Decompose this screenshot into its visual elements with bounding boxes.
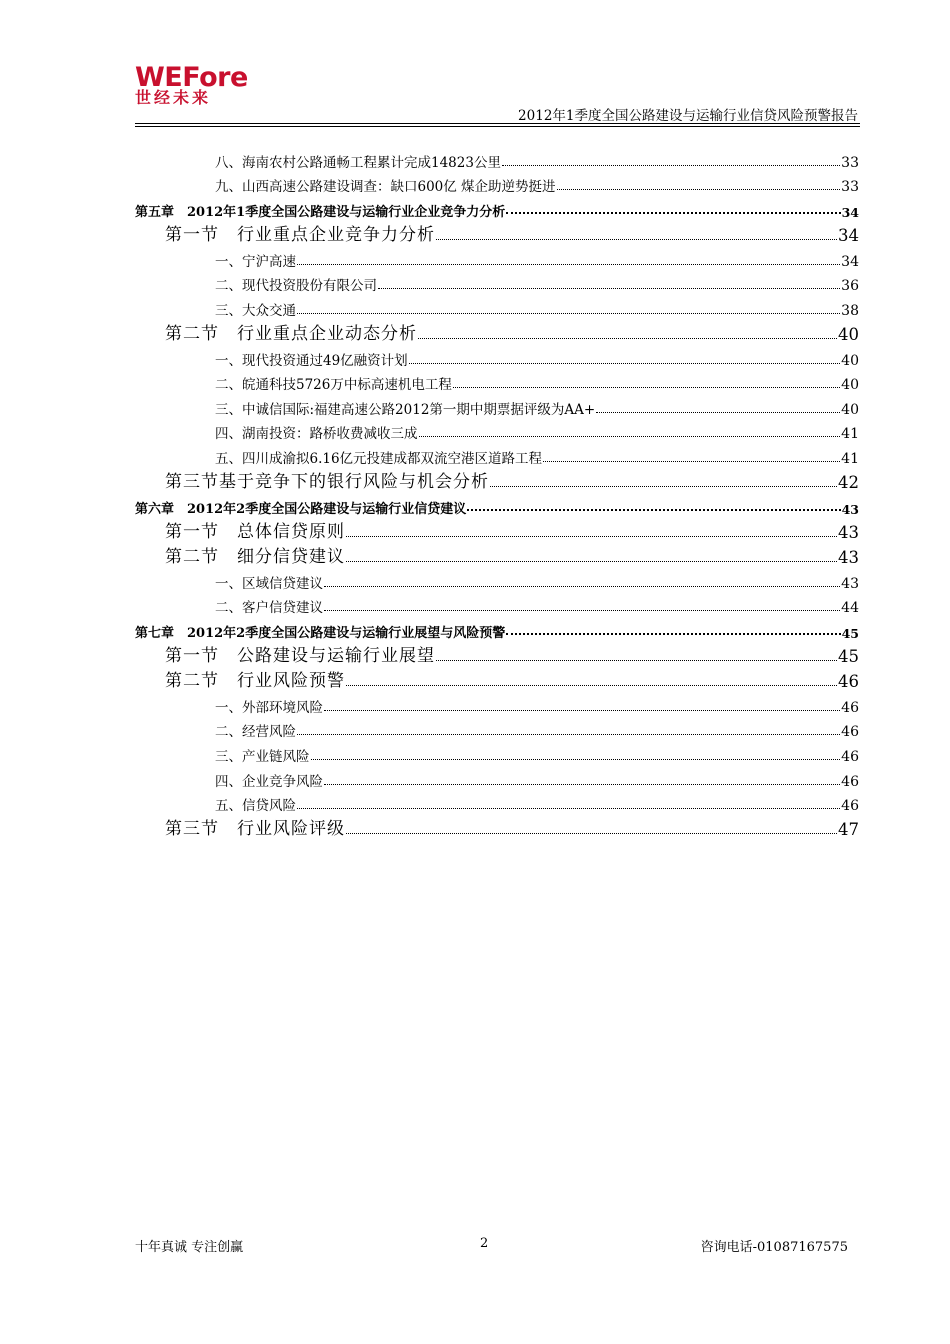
toc-entry-title: 第一节 行业重点企业竞争力分析 xyxy=(165,225,435,246)
toc-dot-leader xyxy=(324,586,840,587)
toc-dot-leader xyxy=(467,509,840,511)
toc-entry-title: 第一节 公路建设与运输行业展望 xyxy=(165,646,435,667)
toc-subsection-entry[interactable] xyxy=(135,790,859,815)
toc-dot-leader xyxy=(436,239,837,240)
toc-dot-leader xyxy=(506,212,840,214)
toc-entry-page: 46 xyxy=(841,748,859,765)
toc-subsection-entry[interactable] xyxy=(135,740,859,765)
toc-entry-title: 一、外部环境风险 xyxy=(215,699,323,716)
toc-subsection-entry[interactable] xyxy=(135,592,859,617)
toc-entry-page: 43 xyxy=(838,547,859,567)
toc-dot-leader xyxy=(297,808,840,809)
footer-phone: 咨询电话-01087167575 xyxy=(700,1240,848,1255)
toc-entry-title: 九、山西高速公路建设调查：缺口600亿 煤企助逆势挺进 xyxy=(215,179,556,196)
toc-subsection-entry[interactable] xyxy=(135,344,859,369)
toc-chapter-entry[interactable] xyxy=(135,195,859,220)
toc-entry-page: 45 xyxy=(841,626,859,642)
toc-entry-title: 二、经营风险 xyxy=(215,724,296,741)
toc-section-entry[interactable] xyxy=(135,319,859,344)
toc-subsection-entry[interactable] xyxy=(135,691,859,716)
toc-entry-page: 38 xyxy=(841,302,859,319)
toc-dot-leader xyxy=(453,387,840,388)
toc-entry-title: 一、现代投资通过49亿融资计划 xyxy=(215,352,408,369)
toc-entry-page: 46 xyxy=(841,724,859,741)
toc-entry-page: 41 xyxy=(841,450,859,467)
toc-subsection-entry[interactable] xyxy=(135,294,859,319)
footer-slogan: 十年真诚 专注创赢 xyxy=(135,1240,244,1255)
header-divider xyxy=(135,123,860,127)
toc-section-entry[interactable] xyxy=(135,666,859,691)
toc-entry-title: 第二节 行业风险预警 xyxy=(165,671,345,692)
toc-entry-title: 第三节基于竞争下的银行风险与机会分析 xyxy=(165,471,489,492)
toc-dot-leader xyxy=(543,461,840,462)
toc-dot-leader xyxy=(346,833,837,834)
toc-entry-page: 43 xyxy=(841,575,859,592)
toc-entry-title: 二、皖通科技5726万中标高速机电工程 xyxy=(215,377,452,394)
toc-section-entry[interactable] xyxy=(135,641,859,666)
toc-subsection-entry[interactable] xyxy=(135,567,859,592)
toc-dot-leader xyxy=(346,561,837,562)
logo-wordmark: WEFore xyxy=(135,62,248,93)
toc-dot-leader xyxy=(346,536,837,537)
toc-section-entry[interactable] xyxy=(135,467,859,492)
toc-dot-leader xyxy=(324,784,840,785)
report-title: 2012年1季度全国公路建设与运输行业信贷风险预警报告 xyxy=(518,108,858,124)
toc-dot-leader xyxy=(409,363,840,364)
toc-subsection-entry[interactable] xyxy=(135,418,859,443)
toc-dot-leader xyxy=(297,734,840,735)
toc-entry-page: 40 xyxy=(841,352,859,369)
toc-entry-page: 40 xyxy=(841,401,859,418)
toc-entry-page: 34 xyxy=(838,226,859,246)
toc-entry-page: 47 xyxy=(838,820,859,840)
toc-entry-page: 46 xyxy=(841,798,859,815)
toc-entry-title: 三、中诚信国际:福建高速公路2012第一期中期票据评级为AA+ xyxy=(215,401,596,418)
toc-entry-title: 第一节 总体信贷原则 xyxy=(165,521,345,542)
toc-entry-title: 八、海南农村公路通畅工程累计完成14823公里 xyxy=(215,154,501,171)
toc-entry-page: 46 xyxy=(841,773,859,790)
toc-entry-page: 34 xyxy=(841,205,859,221)
toc-entry-title: 四、湖南投资：路桥收费减收三成 xyxy=(215,426,418,443)
logo-chinese-name: 世经未来 xyxy=(135,88,212,107)
toc-subsection-entry[interactable] xyxy=(135,245,859,270)
toc-subsection-entry[interactable] xyxy=(135,765,859,790)
toc-entry-page: 40 xyxy=(841,377,859,394)
toc-subsection-entry[interactable] xyxy=(135,270,859,295)
toc-entry-title: 第三节 行业风险评级 xyxy=(165,819,345,840)
toc-entry-title: 一、宁沪高速 xyxy=(215,253,296,270)
toc-entry-page: 40 xyxy=(838,324,859,344)
toc-entry-title: 五、四川成渝拟6.16亿元投建成都双流空港区道路工程 xyxy=(215,450,543,467)
toc-entry-title: 第五章 2012年1季度全国公路建设与运输行业企业竞争力分析 xyxy=(135,205,506,221)
toc-entry-page: 46 xyxy=(838,672,859,692)
toc-entry-page: 44 xyxy=(841,600,859,617)
toc-dot-leader xyxy=(596,412,840,413)
toc-subsection-entry[interactable] xyxy=(135,442,859,467)
toc-entry-page: 46 xyxy=(841,699,859,716)
toc-dot-leader xyxy=(297,313,840,314)
toc-dot-leader xyxy=(419,436,841,437)
toc-entry-page: 33 xyxy=(841,179,859,196)
toc-entry-page: 41 xyxy=(841,426,859,443)
toc-entry-page: 34 xyxy=(841,253,859,270)
toc-dot-leader xyxy=(436,660,837,661)
toc-entry-page: 33 xyxy=(841,154,859,171)
toc-chapter-entry[interactable] xyxy=(135,616,859,641)
toc-entry-title: 二、现代投资股份有限公司 xyxy=(215,278,377,295)
toc-section-entry[interactable] xyxy=(135,220,859,245)
toc-entry-page: 43 xyxy=(838,522,859,542)
toc-dot-leader xyxy=(311,759,841,760)
footer-page-number: 2 xyxy=(480,1236,489,1251)
toc-entry-page: 45 xyxy=(838,647,859,667)
toc-entry-page: 43 xyxy=(841,501,859,517)
toc-entry-title: 三、产业链风险 xyxy=(215,748,310,765)
toc-entry-page: 36 xyxy=(841,278,859,295)
toc-subsection-entry[interactable] xyxy=(135,369,859,394)
toc-entry-title: 第六章 2012年2季度全国公路建设与运输行业信贷建议 xyxy=(135,501,467,517)
toc-entry-title: 二、客户信贷建议 xyxy=(215,600,323,617)
toc-dot-leader xyxy=(378,288,840,289)
toc-chapter-entry[interactable] xyxy=(135,492,859,517)
toc-dot-leader xyxy=(502,165,840,166)
toc-entry-title: 三、大众交通 xyxy=(215,302,296,319)
toc-section-entry[interactable] xyxy=(135,517,859,542)
toc-dot-leader xyxy=(418,338,837,339)
toc-entry-title: 第二节 行业重点企业动态分析 xyxy=(165,323,417,344)
toc-dot-leader xyxy=(324,710,840,711)
wefore-logo xyxy=(135,64,248,107)
toc-subsection-entry[interactable] xyxy=(135,146,859,171)
toc-dot-leader xyxy=(324,610,840,611)
toc-entry-title: 五、信贷风险 xyxy=(215,798,296,815)
table-of-contents xyxy=(135,146,859,839)
toc-entry-title: 四、企业竞争风险 xyxy=(215,773,323,790)
toc-section-entry[interactable] xyxy=(135,542,859,567)
toc-section-entry[interactable] xyxy=(135,814,859,839)
toc-subsection-entry[interactable] xyxy=(135,171,859,196)
toc-subsection-entry[interactable] xyxy=(135,716,859,741)
toc-entry-title: 第二节 细分信贷建议 xyxy=(165,546,345,567)
toc-dot-leader xyxy=(506,633,840,635)
toc-dot-leader xyxy=(557,189,841,190)
toc-entry-page: 42 xyxy=(838,472,859,492)
toc-entry-title: 第七章 2012年2季度全国公路建设与运输行业展望与风险预警 xyxy=(135,626,506,642)
toc-entry-title: 一、区域信贷建议 xyxy=(215,575,323,592)
toc-dot-leader xyxy=(297,264,840,265)
toc-dot-leader xyxy=(490,486,837,487)
toc-subsection-entry[interactable] xyxy=(135,393,859,418)
toc-dot-leader xyxy=(346,685,837,686)
